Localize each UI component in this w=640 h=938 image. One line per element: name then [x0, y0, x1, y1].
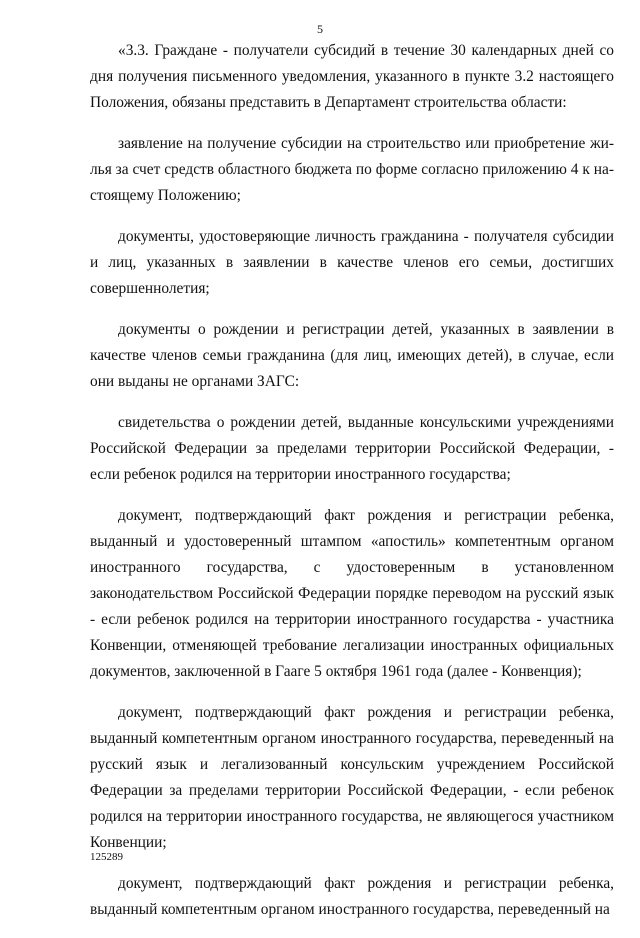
- paragraph-consular-certificates: свидетельства о рождении детей, выданные консульскими учреждениями Российской Федерации за пределами территории Российской Федерации, - если ребенок родился на территории иностранного государства;: [90, 414, 614, 483]
- page-number: 5: [317, 22, 323, 36]
- paragraph-translated-document: документ, подтверждающий факт рождения и регистрации ребенка, выданный компетентным органом иностранного государства, переведенный на: [90, 875, 614, 918]
- paragraph-application: заявление на получение субсидии на строительство или приобретение жилья за счет средств областного бюджета по форме согласно приложению 4 к настоящему Положению;: [90, 135, 614, 204]
- document-body: [90, 38, 614, 938]
- paragraph-intro: «3.3. Граждане - получатели субсидий в течение 30 календарных дней со дня получения письменного уведомления, указанного в пункте 3.2 настоящего Положения, обязаны представить в Департамент строительства области:: [90, 42, 614, 111]
- paragraph-legalized-document: документ, подтверждающий факт рождения и регистрации ребенка, выданный компетентным органом иностранного государства, переведенный на русский язык и легализованный консульским учреждением Российской Федерации за пределами территории Российской Федерации, - если ребенок родился на территории иностранного государства, не являющегося участником Конвенции;: [90, 704, 614, 851]
- footer-document-code: 125289: [90, 851, 123, 863]
- paragraph-identity-documents: документы, удостоверяющие личность гражданина - получателя субсидии и лиц, указанных в заявлении в качестве членов его семьи, достигших совершеннолетия;: [90, 228, 614, 297]
- paragraph-birth-documents: документы о рождении и регистрации детей, указанных в заявлении в качестве членов семьи гражданина (для лиц, имеющих детей), в случае, если они выданы не органами ЗАГС:: [90, 321, 614, 390]
- paragraph-apostille-document: документ, подтверждающий факт рождения и регистрации ребенка, выданный и удостоверенный штампом «апостиль» компетентным органом иностранного государства, с удостоверенным в установленном законодательством Российской Федерации порядке переводом на русский язык - если ребенок родился на территории иностранного государства - участника Конвенции, отменяющей требование легализации иностранных официальных документов, заключенной в Гааге 5 октября 1961 года (далее - Конвенция);: [90, 507, 614, 680]
